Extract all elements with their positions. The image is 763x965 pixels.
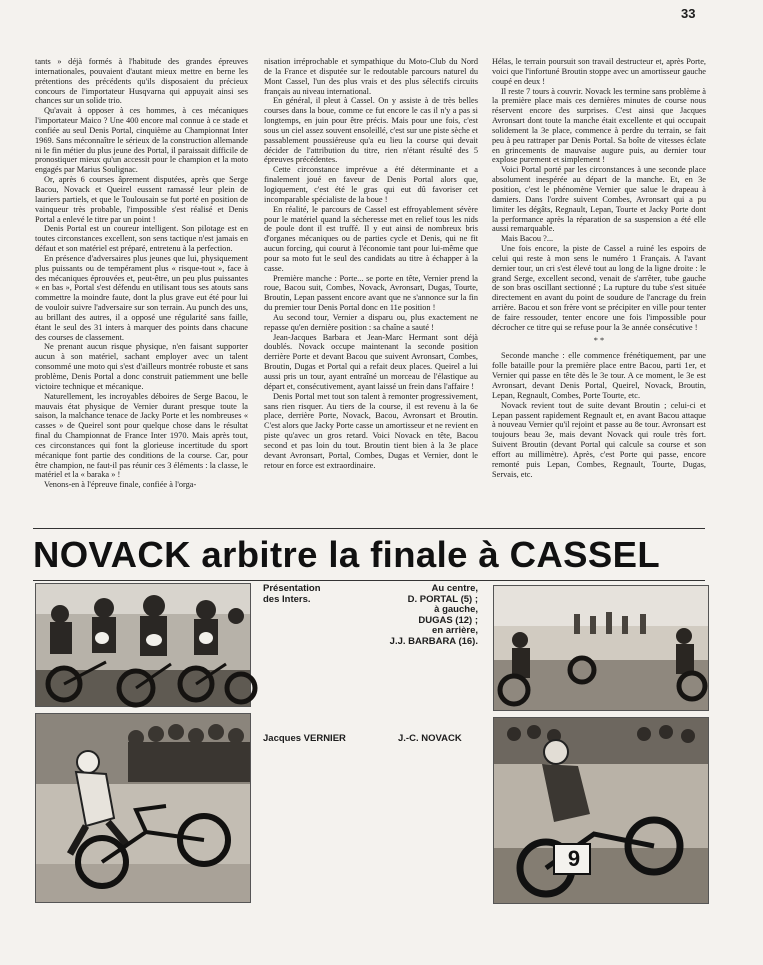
paragraph: Jean-Jacques Barbara et Jean-Marc Hermant sont déjà doublés. Novack occupe maintenant la seconde position derrière Porte et devant Bacou que suivent Avronsart, Combes, Broutin, Dugas et Portal qui a refait deux places. Queirel a lui aussi pris un tour, ayant entraîné un morceau de l'élastique au départ et, consécutivement, ayant laissé un frein dans l'affaire ! [264, 332, 478, 391]
paragraph: Venons-en à l'épreuve finale, confiée à l'orga- [44, 480, 197, 490]
paragraph: Hélas, le terrain poursuit son travail destructeur et, après Porte, voici que l'infortuné Broutin stoppe avec un amortisseur gauche coupé en deux ! [492, 57, 706, 86]
paragraph: Cette circonstance imprévue a été déterminante et a finalement joué en faveur de Denis Portal alors que, logiquement, c'est été le gras qui eut dû favoriser cet incomparable spécialiste de la boue ! [264, 165, 478, 204]
paragraph: Or, après 6 courses âprement disputées, après que Serge Bacou, Novack et Queirel eussent ramassé leur plein de lauriers partiels, et que le Toulousain se fut porté en position de vainqueur très probable, l'impossible s'est réalisé et Denis Portal a enlevé le titre par un point ! [35, 175, 248, 224]
caption-presentation [263, 584, 383, 605]
caption-line: J.J. BARBARA (16). [389, 635, 478, 647]
article-column-2 [264, 57, 478, 547]
caption-novack: J.-C. NOVACK [398, 733, 462, 744]
paragraph: tants » déjà formés à l'habitude des grandes épreuves internationales, pouvaient d'autant mieux mettre en berne les prétentions des précédents qu'ils disposaient du précieux concours de l'importateur Husqvarna qui appuyait ainsi ses chances sur un solide trio. [35, 57, 248, 106]
article-column-1 [35, 57, 248, 542]
caption-vernier: Jacques VERNIER [263, 733, 346, 744]
caption-line: DUGAS (12) ; [418, 614, 478, 626]
article-column-3 [492, 57, 706, 479]
caption-line: Présentation [263, 583, 321, 594]
paragraph: Seconde manche : elle commence frénétiquement, par une folle bataille pour la première place entre Bacou, parti 1er, et Vernier qui passe en tête dès le 3e tour. A ce moment, le 3e est Avronsart, devant Denis Portal, Queirel, Novack, Broutin, Lepan, Regnault, Combes, Porte Tourte, etc. [492, 351, 706, 400]
paragraph: Naturellement, les incroyables déboires de Serge Bacou, le mauvais état physique de Vernier durant presque toute la saison, la malchance tenace de Jacky Porte et les nombreuses « casses » de Queirel sont pour quelque chose dans le résultat final du Championnat de France Inter 1970. Mais après tout, ces circonstances qui font la glorieuse incertitude du sport mécanique font partie des conditions de la course. Car, pour être champion, ne faut-il pas réunir ces 3 éléments : la classe, le matériel et la « baraka » ! [35, 391, 248, 480]
caption-line: Au centre, [431, 583, 478, 594]
rider-plate-number: 9 [567, 846, 581, 871]
paragraph: Novack revient tout de suite devant Broutin ; celui-ci et Lepan passent rapidement Regnault et, en avant Bacou attaque à nouveau Vernier qu'il rejoint et passe au 8e tour. Avronsart est toujours beau 3e, mais devant Novack qui roule très fort. Suivent Broutin (devant Portal qui calcule sa course et son effort au millimètre). Après, c'est Porte qui passe, encore remonté puis Lepan, Combes, Regnault, Tourte, Dugas, Servais, etc. [492, 400, 706, 479]
headline-rule-top [33, 528, 705, 529]
paragraph: Une fois encore, la piste de Cassel a ruiné les espoirs de celui qui reste à mon sens le numéro 1 Français. A l'avant dernier tour, un cri s'est élevé tout au long de la ligne droite : le grand Serge, excellent second, venait de s'arrêter, tube gauche de son bras oscillant sectionné ; La rupture du tube s'est située directement en avant du point de soudure de l'ancrage du frein arrière. Bacou et son frère vont se précipiter en ville pour tenter de faire ressouder, tenter encore une fois l'impossible pour décrocher ce titre qui se refuse pour la 3e année consécutive ! [492, 244, 706, 332]
caption-line: à gauche, [434, 604, 478, 615]
paragraph: Il reste 7 tours à couvrir. Novack les termine sans problème à la première place mais ces dernières minutes de course nous réservent encore des surprises. C'est ainsi que Jacques Avronsart dont toute la manche était excellente et qui occupait solidement la 3e place, commence à perdre du terrain, se fait peu à peu rattraper par Denis Portal. Sa boîte de vitesses éclate en grincements de mauvaise augure puis, au dernier tour explose purement et simplement ! [492, 86, 706, 165]
paragraph: Au second tour, Vernier a disparu ou, plus exactement ne repasse qu'en dernière position : sa chaîne a sauté ! [264, 312, 478, 332]
section-divider: * * [593, 335, 605, 345]
photo-rider-number-9 [493, 717, 709, 904]
paragraph: Qu'avait à opposer à ces hommes, à ces mécaniques l'importateur Maico ? Une 400 encore mal connue à ce stade et confiée au seul Denis Portal, cinquième au Championnat Inter 1969. Sans méconnaître le sérieux de la construction allemande ni le fin métier du plus jeune des Portal, il paraissait difficile de pronostiquer mieux qu'un accessit pour le champion et la moto engagés par Marius Soulignac. [35, 106, 248, 175]
paragraph: Voici Portal porté par les circonstances à une seconde place absolument inespérée au départ de la manche. Et, en 3e position, c'est le phénomène Vernier que salue le drapeau à damiers. Dans l'ordre suivent Combes, Avronsart qui a pu limiter les dégâts, Regnault, Lepan, Tourte et Jacky Porte dont la performance après la réparation de sa suspension a été elle aussi remarquable. [492, 165, 706, 234]
caption-line: en arrière, [432, 625, 478, 636]
photo-riders-field [493, 585, 709, 711]
paragraph: Première manche : Porte... se porte en tête, Vernier prend la roue, Bacou suit, Combes, Novack, Avronsart, Dugas, Tourte, Broutin, Lepan passent encore avant que ne s'annonce sur la fin du premier tour Denis Portal donc en 11e position ! [264, 273, 478, 313]
caption-line: des Inters. [263, 593, 311, 605]
page-number: 33 [681, 6, 696, 21]
headline-rule-bottom [33, 580, 705, 581]
photo-start-line [35, 583, 251, 707]
headline: NOVACK arbitre la finale à CASSEL [33, 534, 661, 575]
paragraph: Denis Portal est un coureur intelligent. Son pilotage est en toutes circonstances excellent, son sens tactique n'est jamais en défaut et son matériel est préparé, entretenu à la perfection. [35, 224, 248, 254]
paragraph: En présence d'adversaires plus jeunes que lui, physiquement plus puissants ou de tempérament plus « risque-tout », face à des mécaniques éprouvées et, peut-être, un peu plus puissantes « en bas », Portal s'est défendu en utilisant tous ses atouts sans commettre la moindre faute, dont la plus grave eut été pour lui de vouloir suivre l'adversaire sur son terrain. Au punch des uns, au brillant des autres, il a opposé une régularité sans faille, étant le seul des 31 inters à marquer des points dans chacune des courses de classement. [35, 253, 248, 342]
caption-centre [372, 584, 478, 647]
paragraph: Mais Bacou ?... [501, 234, 554, 244]
paragraph: nisation irréprochable et sympathique du Moto-Club du Nord de la France et disputée sur le redoutable parcours naturel du Mont Cassel, l'un des plus vrais et des plus sélectifs circuits français au niveau international. [264, 57, 478, 96]
paragraph: Ne prenant aucun risque physique, n'en faisant supporter aucun à son matériel, sachant employer avec un talent consommé une moto qui s'est d'ailleurs montrée robuste et sans problème, Denis Portal a donc construit patiemment une belle victoire technique et mécanique. [35, 342, 248, 391]
paragraph: En réalité, le parcours de Cassel est effroyablement sévère pour le matériel quand la sécheresse met en relief tous les nids de poule dont il est truffé. Il y eut ainsi de nombreux bris d'organes mécaniques ou de parties cycle et Denis, qui ne fit aucun forcing, qui courut à l'économie tant pour lui-même que pour sa moto fut le seul des candidats au titre à échapper à la casse. [264, 204, 478, 273]
photo-rider-jump [35, 713, 251, 903]
caption-line: D. PORTAL (5) ; [407, 593, 478, 605]
paragraph: En général, il pleut à Cassel. On y assiste à de très belles courses dans la boue, comme ce fut encore le cas il n'y a pas si longtemps, en juin pour être précis. Mais pour une fois, c'est sous un ciel assez souvent ensoleillé, c'est sur une piste sèche et passablement poussiéreuse qu'a eu lieu la course qui devait décider de l'attribution du titre, rien n'étant résulté des 5 épreuves précédentes. [264, 96, 478, 165]
paragraph: Denis Portal met tout son talent à remonter progressivement, sans rien risquer. Au tiers de la course, il est revenu à la 6e place, derrière Porte, Novack, Bacou, Avronsart et Broutin. C'est alors que Jacky Porte casse un amortisseur et ne revient en piste qu'avec un gros retard. Voici Novack en tête, Bacou second et pas loin du tout. Broutin tient bien à la 3e place devant Avronsart, Portal, Combes, Dugas et Vernier, dont le retour en force est extraordinaire. [264, 391, 478, 470]
